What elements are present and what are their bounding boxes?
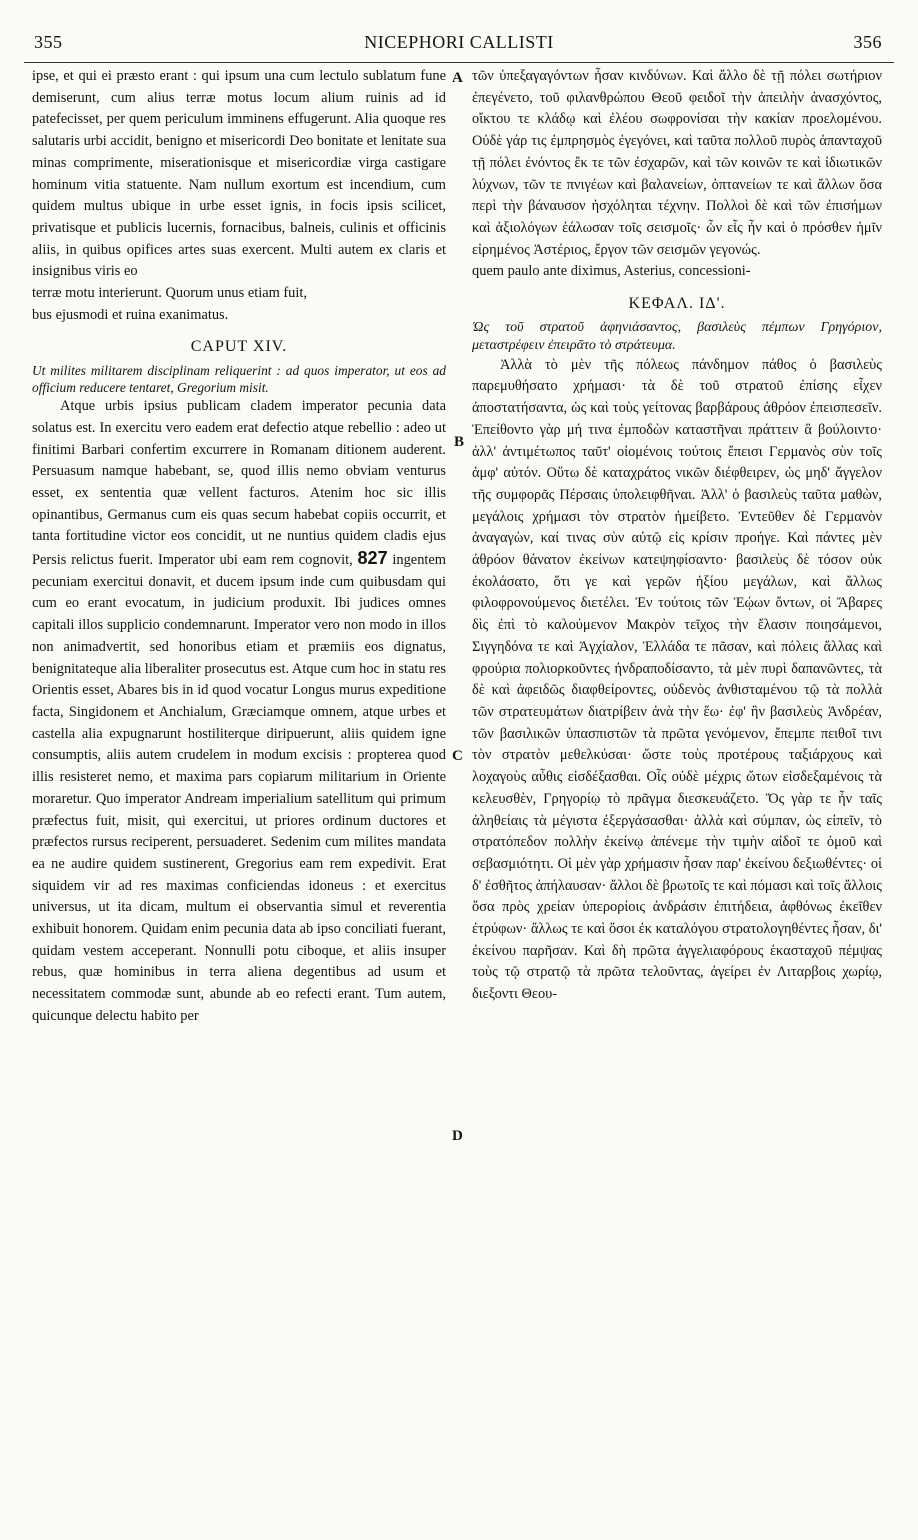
running-title: NICEPHORI CALLISTI xyxy=(364,32,554,52)
chapter-heading-latin: CAPUT XIV. xyxy=(190,338,288,356)
latin-spanning-line: terræ motu interierunt. Quorum unus etiam fuit, xyxy=(32,285,307,302)
chapter-heading-greek: ΚΕΦΑΛ. ΙΔ'. xyxy=(628,295,726,313)
column-number: 827 xyxy=(357,548,388,569)
chapter-summary-latin: Ut milites militarem disciplinam reliquerint : ad quos imperator, ut eos ad officium reducere tentaret, Gregorium misit. xyxy=(32,363,446,396)
margin-letter-c: C xyxy=(452,748,463,764)
greek-paragraph-2: Ἀλλὰ τὸ μὲν τῆς πόλεως πάνδημον πάθος ὁ βασιλεὺς παρεμυθήσατο χρήμασι· τὰ δὲ τοῦ στρατοῦ ἐπίσης εἶχεν ἀποστατήσαντα, ὡς καὶ τοὺς γείτονας βαρβάρους ἀθρόον ἐπεισπεσεῖν. Ἐπείθοντο γὰρ μή τινα ἐμποδὼν καταστῆναι πράττειν ἃ βούλοιντο· ἀλλ' ἀντιμέτωπος ταῦτ' οἰομένοις τούτοις ἔπεισι Γερμανὸς σὺν τοῖς ἀμφ' αὐτόν. Οὕτω δὲ καταχράτος νικῶν διέφθειρεν, ὡς μηδ' ἄγγελον τῆς συμφορᾶς Πέρσαις ὑπολειφθῆναι. Ἀλλ' ὁ βασιλεὺς ταῦτα μαθὼν, μεγάλοις χρήμασι τὸν στρατὸν ἠμείβετο. Ἐντεῦθεν δὲ Γερμανὸν ἀναγαγὼν, καί τινας σὺν αὐτῷ εἰς κρίσιν προήγε. Καὶ πάντες μὲν ἀθρόον θάνατον ἐκείνων κατεψηφίσαντο· βασιλεὺς δὲ τόσον οὐκ ἐκολάσατο, ὅτι γε καὶ γερῶν ἠξίου μεγάλων, καὶ ἄλλως φιλοφρονούμενος διετέλει. Ἐν τούτοις τῶν Ἑῴων ὄντων, οἱ Ἄβαρες δὶς ἐπὶ τὸ καλούμενον Μακρὸν τεῖχος τὴν ἔλασιν ποιησάμενοι, Σιγγηδόνα τε καὶ Ἀγχίαλον, Ἑλλάδα τε πᾶσαν, καὶ πόλεις ἄλλας καὶ φρούρια πολιορκοῦντες ἠνδραποδίσαντο, τὰ μὲν πυρὶ δαπανῶντες, τὰ δὲ καὶ ἀφειδῶς διαφθείροντες, οὐδενὸς ἀνθισταμένου τῷ τὰ πολλὰ τῶν στρατευμάτων διατρίβειν ἀνὰ τὴν ἕω· ἐφ' ἣν βασιλεὺς Ἀνδρέαν, τῶν βασιλικῶν ὑπασπιστῶν τὰ πρῶτα γενόμενον, ἔπεμπε πειθοῖ τινι τὸν στρατὸν μεθελκύσαι· ὥστε τοὺς προτέρους ταξιάρχους καὶ λοχαγοὺς αὖθις εἰσδέξασθαι. Οἷς οὐδὲ μέχρις ὤτων εἰσδεξαμένοις τὰ κελευσθὲν, Γρηγορίῳ τὸ πρᾶγμα διεσκευάζετο. Ὅς γὰρ τε ἦν ταῖς ἀληθείαις τὰ μέγιστα ἐξεργάσασθαι· ἀλλὰ καὶ σύμπαν, ὡς εἰπεῖν, τὸ στρατόπεδον πολλὴν ἐκείνῳ ἀπένεμε τὴν τιμὴν αἰδοῖ τε ὁμοῦ καὶ σεβασμιότητι. Οἱ μὲν γὰρ χρήμασιν ἦσαν παρ' ἐκείνου δεξιωθέντες· οἱ δ' ἐσθῆτος ἀπήλαυσαν· ἄλλοι δὲ βρωτοῖς τε καὶ πόμασι καὶ τοῖς ἄλλοις ὅσα πρὸς χρείαν ὑπερορίοις ἀνδράσιν ἐπιτήδεια, ἀφθόνως ἐκεῖθεν ἐτρύφων· ἄλλως τε καὶ ὅσοι ἐκ καταλόγου στρατολογηθέντες ἦσαν, δι' ἐκείνου παρῆσαν. Καὶ δὴ πρῶτα ἀγγελιαφόρους ἑκασταχοῦ πέμψας τοὺς τῷ στρατῷ τὰ πρῶτα τελοῦντας, ἀγείρει ἐν Λιταρβοις χωρίῳ, διεξοντι Θεου- xyxy=(472,356,882,1003)
chapter-summary-greek: Ὡς τοῦ στρατοῦ ἀφηνιάσαντος, βασιλεὺς πέμπων Γρηγόριον, μεταστρέφειν ἐπειρᾶτο τὸ στράτευμα. xyxy=(472,319,882,353)
latin-paragraph-1: ipse, et qui ei præsto erant : qui ipsum una cum lectulo sublatum fune demiserunt, cum alius terræ motus locum alium ruinis ad id patefecisset, per quem periculum imminens effugerunt. Alia quoque res salutaris urbi accidit, benigno et misericordi Deo bonitate et lenitate sua minas comprimente, miserationisque et misericordiæ virga castigare hominum vitia statuente. Nam nullum exortum est incendium, cum quidem multus ubique in urbe esset ignis, in focis ipsis scilicet, privatisque et publicis lucernis, fornacibus, balneis, culinis et officinis aliis, in quibus opifices artes suas exercent. Multi autem ex claris et insignibus viris eo xyxy=(32,68,446,280)
margin-letter-d: D xyxy=(452,1128,463,1144)
latin-spanning-line-continued: quem paulo ante diximus, Asterius, concessioni- xyxy=(472,263,751,280)
page-header xyxy=(24,32,894,63)
greek-paragraph-1: τῶν ὑπεξαγαγόντων ἦσαν κινδύνων. Καὶ ἄλλο δὲ τῇ πόλει σωτήριον ἐπεγένετο, τοῦ φιλανθρώπου Θεοῦ φειδοῖ τὴν ἀπειλὴν ἀνασχόντος, οἴκτου τε κλάδῳ καὶ ἐλέου σωφρονίσαι τὴν κακίαν προελομένου. Οὐδὲ γάρ τις ἐμπρησμὸς ἐγεγόνει, καὶ ταῦτα πολλοῦ πυρὸς ἁπανταχοῦ τῇ πόλει ἐνόντος ἔκ τε τῶν ἐσχαρῶν, καὶ τῶν κοινῶν τε καὶ ἰδιωτικῶν λύχνων, τῶν τε πνιγέων καὶ βαλανείων, ὀπτανείων τε καὶ ἄλλων ὅσα περὶ τὴν βάναυσον ἠσχόληται τέχνην. Πολλοὶ δὲ καὶ τῶν ἐπισήμων καὶ ἀξιολόγων ἑάλωσαν τοῖς σεισμοῖς· ὧν εἷς ἦν καὶ ὁ πρόσθεν ἡμῖν εἰρημένος Ἀστέριος, ἔργον τῶν σεισμῶν γεγονώς. xyxy=(472,68,882,258)
latin-paragraph-2b: ingentem pecuniam exercitui donavit, et ducem ipsum inde cum quibusdam qui cum eo erant evocatum, in judicium produxit. Ibi judices omnes capitali illos supplicio condemnarunt. Imperator vero non modo in illos non animadvertit, sed honoribus etiam et præmiis eos dignatus, benignitateque alia liberaliter prosecutus est. Atque cum hoc in statu res Orientis esset, Abares bis in id quod vocatur Longus murus expeditione facta, Singidonem et Anchialum, Græciamque omnem, atque urbes et castella alia expugnarunt hostiliterque diripuerunt, aliis quidem igne consumptis, aliis autem crudelem in modum excisis : propterea quod illis resisteret nemo, et maxima pars copiarum militarium in Oriente moraretur. Quo imperator Andream imperialium satellitum qui primum præfectus fuit, misit, qui exercitui, ut priores ordinum ductores et præfectos rursus reciperent, persuaderet. Sedenim cum milites mandata ea ne audire quidem sustinerent, Gregorius eam rem expedivit. Erat siquidem vir ad res maximas conficiendas idoneus : et exercitus universus, ut ita dicam, multum ei observantia simul et reverentia exhibuit honorem. Quidam enim pecunia data ab ipso conciliati fuerant, quidam vestem acceperant. Nonnulli potu ciboque, et aliis insuper rebus, quæ hominibus in terra aliena degentibus ad usum et necessitatem commodæ sunt, abunde ab eo refecti erant. Tum autem, quicunque delectu habito per xyxy=(32,552,446,1024)
page-number-left: 355 xyxy=(34,32,63,52)
margin-letter-b: B xyxy=(454,434,465,450)
latin-paragraph-1-tail: bus ejusmodi et ruina exanimatus. xyxy=(32,306,229,323)
margin-letter-a: A xyxy=(452,70,463,86)
latin-column xyxy=(32,66,446,1028)
greek-column xyxy=(472,66,882,1006)
latin-paragraph-2a: Atque urbis ipsius publicam cladem imperator pecunia data solatus est. In exercitu vero eadem erat defectio atque rebellio : adeo ut finitimi Barbari confertim excurrere in Romanam ditionem auderent. Persuasum namque habebant, se, quod illis nemo obviam venturus esset, ex sententia quæ vellent facturos. Atenim hoc sic illis opinantibus, Germanus cum eis quas secum habebat copiis occurrit, et tanta fortitudine victor eos concidit, ut ne nuntius quidem cladis ejus Persis relictus fuerit. Imperator ubi eam rem cognovit, xyxy=(32,398,446,569)
page-number-right: 356 xyxy=(853,32,882,52)
latin-paragraph-2 xyxy=(32,396,446,1027)
